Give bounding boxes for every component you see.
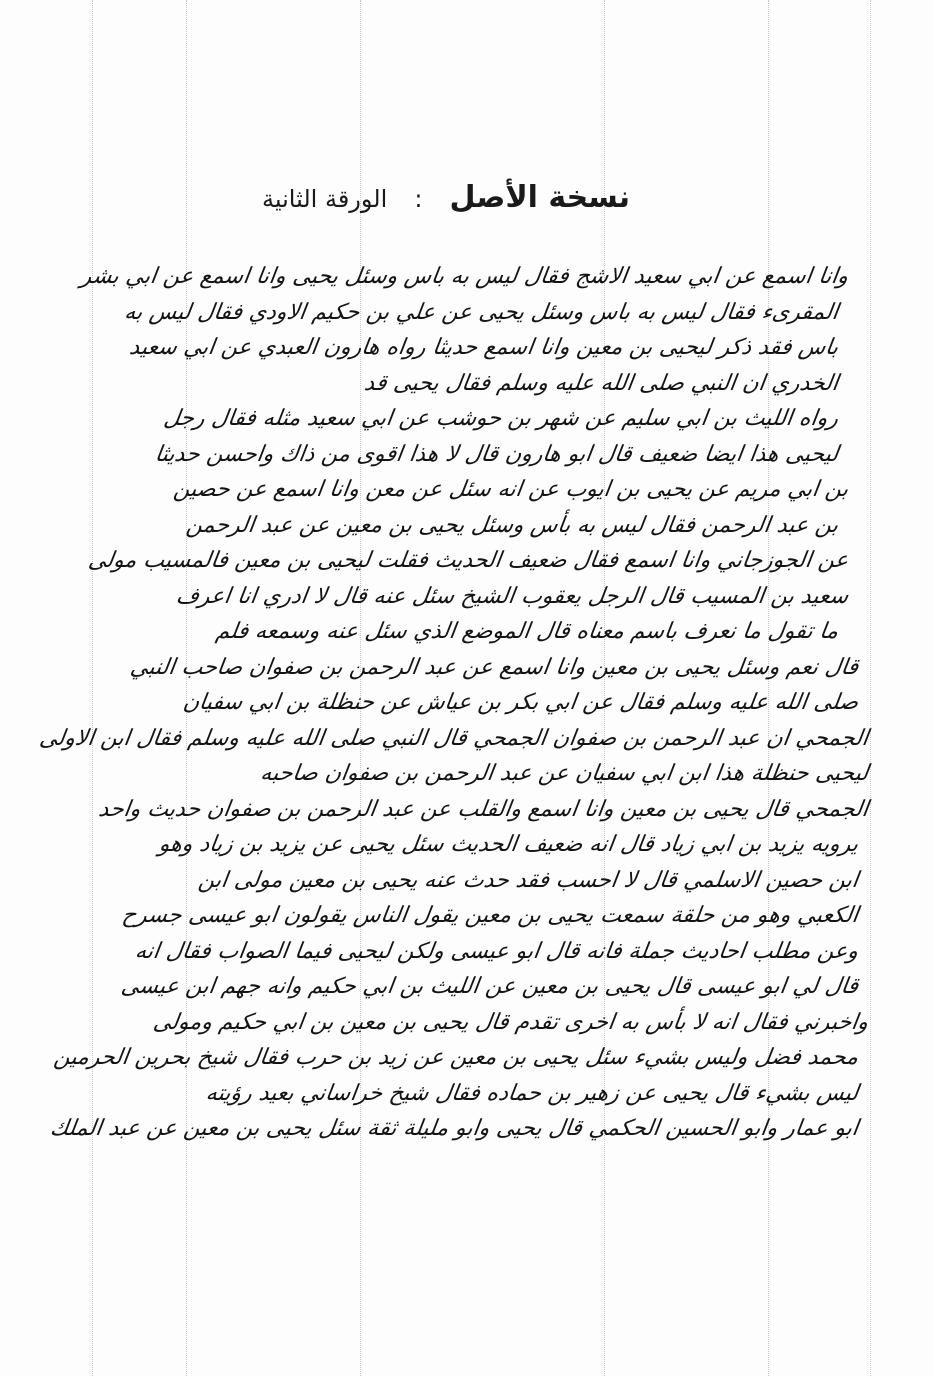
manuscript-line: سعيد بن المسيب قال الرجل يعقوب الشيخ سئل عنه قال لا ادري انا اعرف: [174, 583, 850, 609]
manuscript-line: ابن حصين الاسلمي قال لا احسب فقد حدث عنه يحيى بن معين مولى ابن: [196, 867, 860, 893]
manuscript-line: عن الجوزجاني وانا اسمع فقال ضعيف الحديث فقلت ليحيى بن معين فالمسيب مولى: [86, 548, 850, 573]
handwritten-manuscript-text: [37, 262, 878, 1162]
manuscript-line: واخبرني فقال انه لا بأس به اخرى تقدم قال يحيى بن معين بن ابي حكيم ومولى: [151, 1009, 870, 1035]
heading-title: نسخة الأصل: [449, 180, 630, 215]
page-heading: [200, 180, 630, 230]
manuscript-line: الجمحي قال يحيى بن معين وانا اسمع والقلب عن عبد الرحمن بن صفوان حديث واحد: [96, 796, 870, 822]
manuscript-line: الكعبي وهو من حلقة سمعت يحيى بن معين يقول الناس يقولون ابو عيسى جسرح: [120, 903, 860, 928]
manuscript-line: بن عبد الرحمن فقال ليس به بأس وسئل يحيى بن معين عن عبد الرحمن: [184, 512, 840, 538]
manuscript-line: الجمحي ان عبد الرحمن بن صفوان الجمحي قال النبي صلى الله عليه وسلم فقال ابن الاولى: [37, 725, 870, 751]
manuscript-line: بن ابي مريم عن يحيى بن ايوب عن انه سئل عن معن وانا اسمع عن حصين: [171, 477, 850, 502]
manuscript-line: ليحيى هذا ايضا ضعيف قال ابو هارون قال لا هذا اقوى من ذاك واحسن حديثا: [153, 441, 840, 467]
manuscript-line: المقرىء فقال ليس به باس وسئل يحيى عن علي بن حكيم الاودي فقال ليس به: [122, 299, 840, 325]
manuscript-line: وانا اسمع عن ابي سعيد الاشج فقال ليس به باس وسئل يحيى وانا اسمع عن ابي بشر: [79, 264, 850, 289]
scan-dotted-line: [92, 0, 93, 1376]
manuscript-line: باس فقد ذكر ليحيى بن معين وانا اسمع حديثا رواه هارون العبدي عن ابي سعيد: [127, 335, 840, 360]
manuscript-line: الخدري ان النبي صلى الله عليه وسلم فقال يحيى قد: [362, 370, 840, 396]
manuscript-line: ابو عمار وابو الحسين الحكمي قال يحيى وابو مليلة ثقة سئل يحيى بن معين عن عبد الملك: [48, 1116, 860, 1141]
manuscript-line: ما تقول ما نعرف باسم معناه قال الموضع الذي سئل عنه وسمعه فلم: [214, 619, 840, 644]
manuscript-line: وعن مطلب احاديث جملة فانه قال ابو عيسى ولكن ليحيى فيما الصواب فقال انه: [133, 938, 860, 964]
manuscript-line: ليحيى حنظلة هذا ابن ابي سفيان عن عبد الرحمن بن صفوان صاحبه: [258, 761, 870, 786]
manuscript-line: محمد فضل وليس بشيء سئل يحيى بن معين عن زيد بن حرب فقال شيخ بحرين الحرمين: [52, 1045, 860, 1070]
manuscript-line: قال نعم وسئل يحيى بن معين وانا اسمع عن عبد الرحمن بن صفوان صاحب النبي: [128, 654, 860, 680]
manuscript-line: صلى الله عليه وسلم فقال عن ابي بكر بن عياش عن حنظلة بن ابي سفيان: [181, 690, 860, 715]
heading-subtitle: الورقة الثانية: [262, 185, 388, 213]
manuscript-line: رواه الليث بن ابي سليم عن شهر بن حوشب عن ابي سعيد مثله فقال رجل: [162, 406, 840, 431]
manuscript-line: يرويه يزيد بن ابي زياد قال انه ضعيف الحديث سئل يحيى عن يزيد بن زياد وهو: [157, 832, 860, 857]
heading-separator: :: [414, 185, 423, 213]
manuscript-line: ليس بشيء قال يحيى عن زهير بن حماده فقال شيخ خراساني بعيد رؤيته: [204, 1080, 860, 1106]
manuscript-line: قال لي ابو عيسى قال يحيى بن معين عن الليث بن ابي حكيم وانه جهم ابن عيسى: [119, 974, 860, 999]
